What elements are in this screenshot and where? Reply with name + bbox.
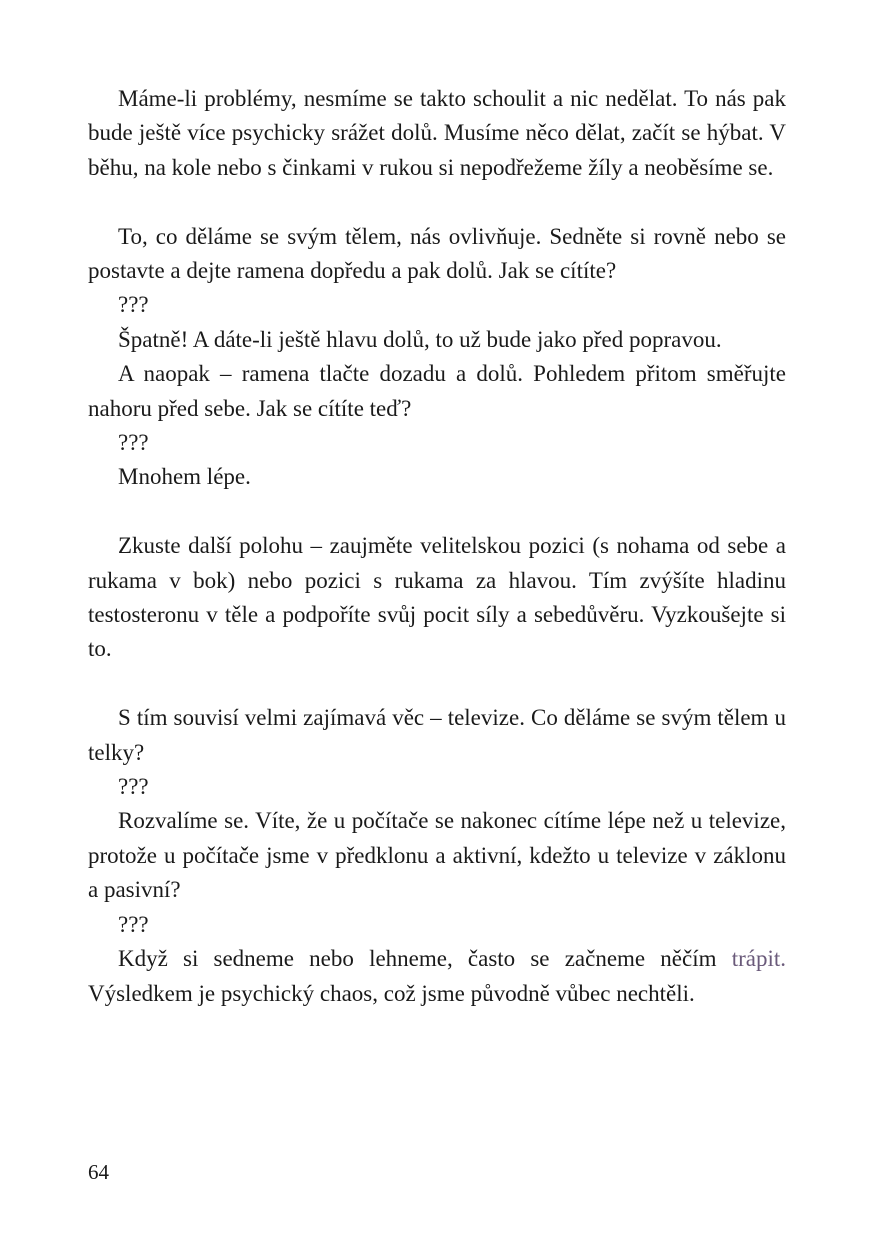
section-break bbox=[88, 495, 786, 529]
paragraph-13 bbox=[88, 942, 786, 1011]
paragraph-10: ??? bbox=[118, 774, 149, 800]
body-text bbox=[88, 82, 786, 1011]
paragraph-3: ??? bbox=[118, 292, 149, 318]
page-number: 64 bbox=[88, 1160, 109, 1184]
paragraph-6: ??? bbox=[118, 430, 149, 456]
highlighted-word: trápit. bbox=[731, 946, 786, 972]
paragraph-4: Špatně! A dáte-li ještě hlavu dolů, to už bude jako před popravou. bbox=[118, 326, 722, 352]
paragraph-9: S tím souvisí velmi zajímavá věc – televize. Co děláme se svým tělem u telky? bbox=[88, 705, 786, 765]
paragraph-7: Mnohem lépe. bbox=[118, 464, 251, 490]
paragraph-1: Máme-li problémy, nesmíme se takto schoulit a nic nedělat. To nás pak bude ještě více psychicky srážet dolů. Musíme něco dělat, začít se hýbat. V běhu, na kole nebo s činkami v rukou si nepodřežeme žíly a neoběsíme se. bbox=[88, 86, 786, 180]
section-break bbox=[88, 667, 786, 701]
paragraph-13-start: Když si sedneme nebo lehneme, často se začneme něčím bbox=[118, 946, 732, 972]
paragraph-13-end: Výsledkem je psychický chaos, což jsme původně vůbec nechtěli. bbox=[88, 980, 695, 1006]
paragraph-2: To, co děláme se svým tělem, nás ovlivňuje. Sedněte si rovně nebo se postavte a dejte ramena dopředu a pak dolů. Jak se cítíte? bbox=[88, 223, 786, 284]
paragraph-8: Zkuste další polohu – zaujměte velitelskou pozici (s nohama od sebe a rukama v bok) nebo pozici s rukama za hlavou. Tím zvýšíte hladinu testosteronu v těle a podpoříte svůj pocit síly a sebedůvěru. Vyzkoušejte si to. bbox=[88, 533, 786, 662]
paragraph-5: A naopak – ramena tlačte dozadu a dolů. Pohledem přitom směřujte nahoru před sebe. Jak se cítíte teď? bbox=[88, 361, 786, 421]
section-break bbox=[88, 185, 786, 219]
paragraph-12: ??? bbox=[118, 911, 149, 937]
paragraph-11: Rozvalíme se. Víte, že u počítače se nakonec cítíme lépe než u televize, protože u počítače jsme v předklonu a aktivní, kdežto u televize v záklonu a pasivní? bbox=[88, 808, 786, 903]
